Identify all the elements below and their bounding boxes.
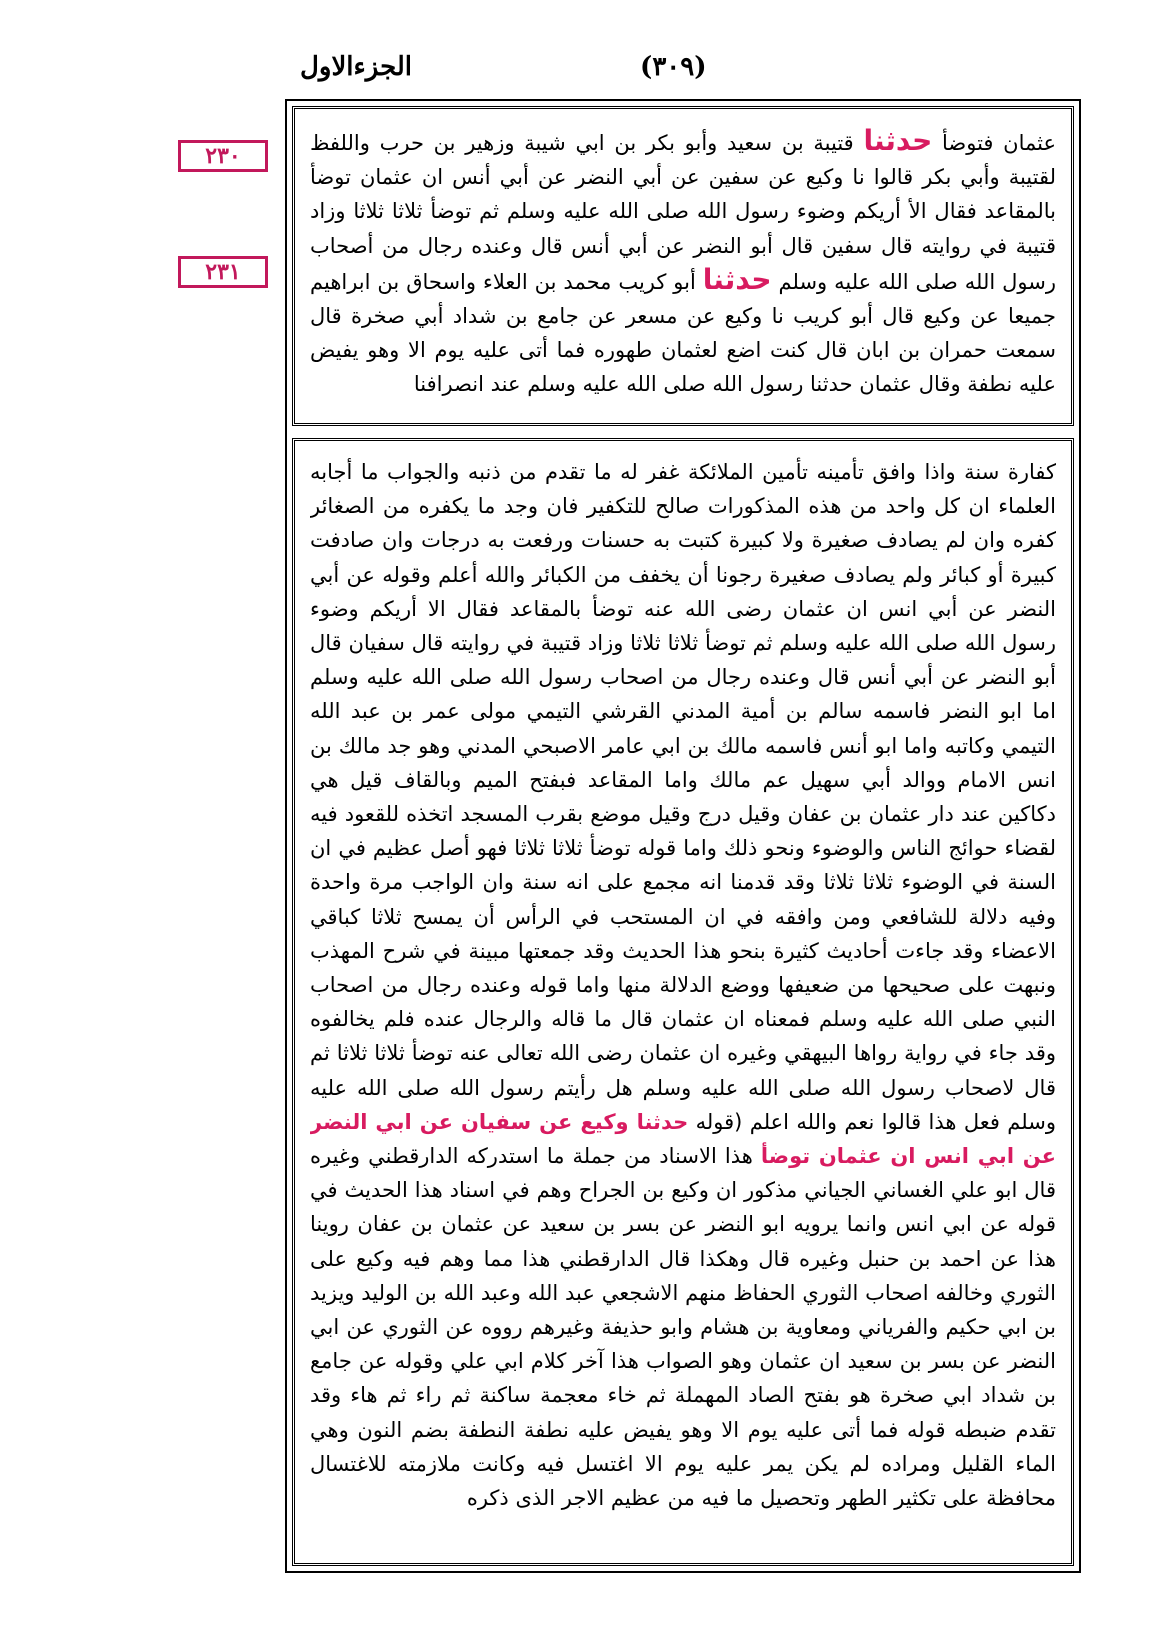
hadith-230: قتيبة بن سعيد وأبو بكر بن ابي شيبة وزهير بن حرب واللفظ لقتيبة وأبي بكر قالوا نا وكيع عن سفين عن أبي النضر عن أبي أنس ان عثمان توضأ بالمقاعد فقال الأ أريكم وضوء رسول الله صلى الله عليه وسلم ثم توضأ ثلاثا ثلاثا وزاد قتيبة في روايته قال سفين قال أبو النضر عن أبي أنس قال وعنده رجال من أصحاب رسول الله صلى الله عليه وسلم: [310, 131, 1056, 294]
hadith-231: أبو كريب محمد بن العلاء واسحاق بن ابراهيم جميعا عن وكيع قال أبو كريب نا وكيع عن مسعر عن جامع بن شداد أبي صخرة قال سمعت حمران بن ابان قال كنت اضع لعثمان طهوره فما أتى عليه يوم الا وهو يفيض عليه نطفة وقال عثمان حدثنا رسول الله صلى الله عليه وسلم عند انصرافنا: [310, 269, 1056, 397]
margin-number-1: ٢٣٠: [178, 140, 268, 172]
margin-number-2: ٢٣١: [178, 256, 268, 288]
volume-label: الجزءالاول: [300, 52, 412, 82]
commentary-text: [310, 455, 1056, 1555]
hadith-keyword-1: حدثنا: [863, 124, 933, 157]
highlighted-isnad: حدثنا وكيع عن سفيان عن ابي النضر عن ابي انس ان عثمان توضأ: [310, 1109, 1056, 1169]
hadith-text: [310, 124, 1056, 414]
commentary-paragraph: كفارة سنة واذا وافق تأمينه تأمين الملائكة غفر له ما تقدم من ذنبه والجواب ما أجابه العلماء ان كل واحد من هذه المذكورات صالح للتكفير فان وجد ما يكفره من الصغائر كفره وان لم يصادف صغيرة ولا كبيرة كتبت به حسنات ورفعت به درجات وان صادفت كبيرة أو كبائر ولم يصادف صغيرة رجونا أن يخفف من الكبائر والله أعلم وقوله عن أبي النضر عن أبي انس ان عثمان رضى الله عنه توضأ بالمقاعد فقال الا أريكم وضوء رسول الله صلى الله عليه وسلم ثم توضأ ثلاثا ثلاثا وزاد قتيبة في روايته قال سفيان قال أبو النضر عن أبي أنس قال وعنده رجال من اصحاب رسول الله صلى الله عليه وسلم اما ابو النضر فاسمه سالم بن أمية المدني القرشي التيمي مولى عمر بن عبد الله التيمي وكاتبه واما ابو أنس فاسمه مالك بن ابي عامر الاصبحي المدني وهو جد مالك بن انس الامام ووالد أبي سهيل عم مالك واما المقاعد فبفتح الميم وبالقاف قيل هي دكاكين عند دار عثمان بن عفان وقيل درج وقيل موضع بقرب المسجد اتخذه للقعود فيه لقضاء حوائج الناس والوضوء ونحو ذلك واما قوله توضأ ثلاثا ثلاثا فهو أصل عظيم في ان السنة في الوضوء ثلاثا ثلاثا وقد قدمنا انه مجمع على انه سنة وان الواجب مرة واحدة وفيه دلالة للشافعي ومن وافقه في ان المستحب في الرأس أن يمسح ثلاثا كباقي الاعضاء وقد جاءت أحاديث كثيرة بنحو هذا الحديث وقد جمعتها مبينة في شرح المهذب ونبهت على صحيحها من ضعيفها ووضع الدلالة منها واما قوله وعنده رجال من اصحاب النبي صلى الله عليه وسلم فمعناه ان عثمان قال ما قاله والرجال عنده فلم يخالفوه وقد جاء في رواية رواها البيهقي وغيره ان عثمان رضى الله تعالى عنه توضأ ثلاثا ثلاثا ثم قال لاصحاب رسول الله صلى الله عليه وسلم هل رأيتم رسول الله صلى الله عليه وسلم فعل هذا قالوا نعم والله اعلم: [310, 460, 1056, 1134]
hadith-keyword-2: حدثنا: [702, 262, 772, 296]
note-open: (قوله: [695, 1109, 743, 1134]
commentary-continued: هذا الاسناد من جملة ما استدركه الدارقطني وغيره قال ابو علي الغساني الجياني مذكور ان وكيع بن الجراح وهم في اسناد هذا الحديث في قوله عن ابي انس وانما يرويه ابو النضر عن بسر بن سعيد عن عثمان بن عفان روينا هذا عن احمد بن حنبل وغيره قال وهكذا قال الدارقطني هذا مما وهم فيه وكيع على الثوري وخالفه اصحاب الثوري الحفاظ منهم الاشجعي عبد الله وعبد الله بن الوليد ويزيد بن ابي حكيم والفرياني ومعاوية بن هشام وابو حذيفة وغيرهم رووه عن الثوري عن ابي النضر عن بسر بن سعيد ان عثمان وهو الصواب هذا آخر كلام ابي علي وقوله عن جامع بن شداد ابي صخرة هو بفتح الصاد المهملة ثم خاء معجمة ساكنة ثم راء ثم هاء وقد تقدم ضبطه قوله فما أتى عليه يوم الا وهو يفيض عليه نطفة النطفة بضم النون وهي الماء القليل ومراده لم يكن يمر عليه يوم الا اغتسل فيه وكانت ملازمته للاغتسال محافظة على تكثير الطهر وتحصيل ما فيه من عظيم الاجر الذى ذكره: [310, 1144, 1056, 1511]
page-number: (٣٠٩): [640, 52, 707, 82]
hadith-continuation: عثمان فتوضأ: [941, 131, 1056, 155]
